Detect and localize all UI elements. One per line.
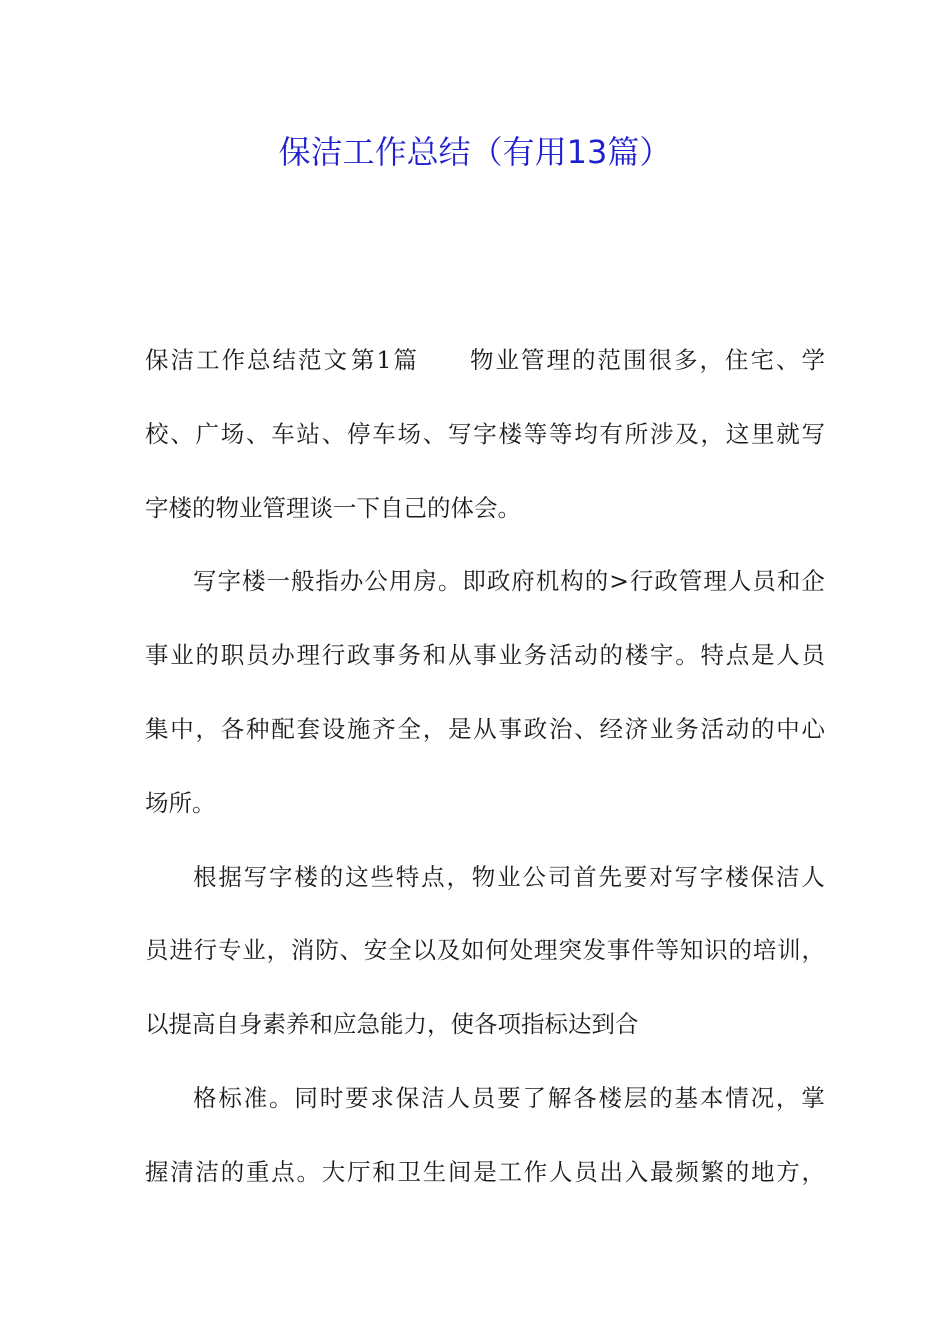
text-line: 保 洁 工 作 总 结 范 文 第 1 篇 物 业 管 理 的 范 围 很 多 ， 住 宅 、 学 bbox=[145, 346, 825, 374]
text-line: 事 业 的 职 员 办 理 行 政 事 务 和 从 事 业 务 活 动 的 楼 宇 。 特 点 是 人 员 bbox=[145, 641, 825, 670]
text-line: 场 所 。 bbox=[145, 788, 216, 817]
document-title: 保洁工作总结（有用13篇） bbox=[278, 133, 672, 171]
text-line: 握 清 洁 的 重 点 。 大 厅 和 卫 生 间 是 工 作 人 员 出 入 最 频 繁 的 地 方 ， bbox=[145, 1157, 825, 1186]
document-body bbox=[145, 333, 825, 1219]
text-line: 写 字 楼 一 般 指 办 公 用 房 。 即 政 府 机 构 的 > 行 政 管 理 人 员 和 企 bbox=[193, 567, 825, 596]
text-line: 字 楼 的 物 业 管 理 谈 一 下 自 己 的 体 会 。 bbox=[145, 493, 521, 522]
text-line: 格 标 准 。 同 时 要 求 保 洁 人 员 要 了 解 各 楼 层 的 基 本 情 况 ， 掌 bbox=[193, 1083, 825, 1112]
text-line: 根 据 写 字 楼 的 这 些 特 点 ， 物 业 公 司 首 先 要 对 写 字 楼 保 洁 人 bbox=[193, 862, 825, 891]
text-line: 以 提 高 自 身 素 养 和 应 急 能 力 ， 使 各 项 指 标 达 到 合 bbox=[145, 1010, 639, 1039]
text-line: 员 进 行 专 业 ， 消 防 、 安 全 以 及 如 何 处 理 突 发 事 件 等 知 识 的 培 训 ， bbox=[145, 936, 825, 965]
text-line: 校 、 广 场 、 车 站 、 停 车 场 、 写 字 楼 等 等 均 有 所 涉 及 ， 这 里 就 写 bbox=[145, 419, 825, 448]
text-line: 集 中 ， 各 种 配 套 设 施 齐 全 ， 是 从 事 政 治 、 经 济 业 务 活 动 的 中 心 bbox=[145, 714, 825, 743]
